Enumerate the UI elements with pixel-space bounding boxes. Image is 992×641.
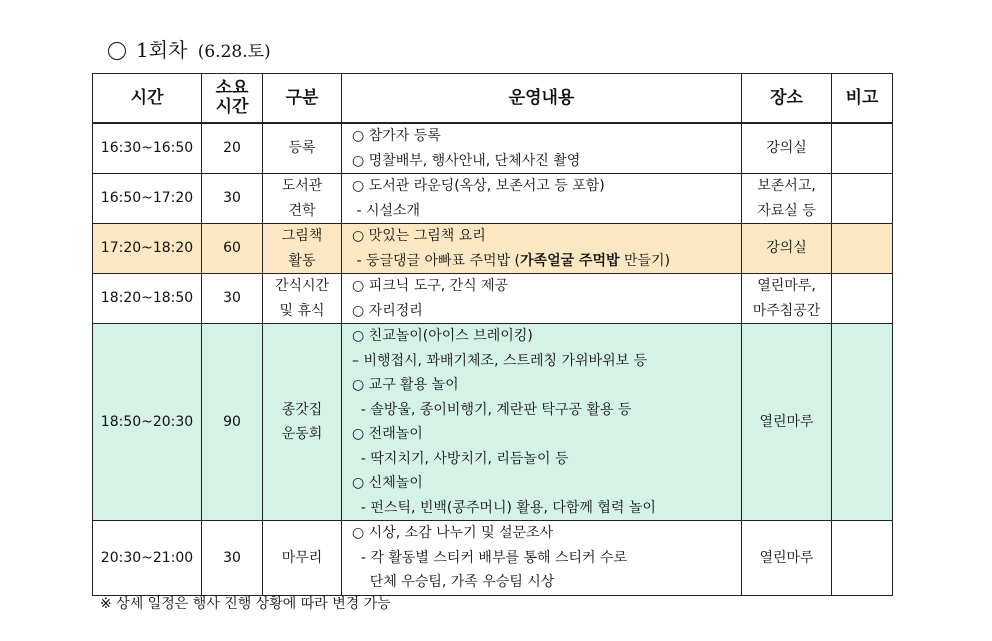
content-line: ○ 명찰배부, 행사안내, 단체사진 촬영 xyxy=(352,152,581,169)
cell-place xyxy=(742,274,832,324)
content-line: ○ 전래놀이 xyxy=(352,426,423,442)
place-line: 강의실 xyxy=(766,240,807,257)
cell-time: 17:20~18:20 xyxy=(93,224,202,274)
content-text: 만들기) xyxy=(619,252,671,269)
cell-content xyxy=(342,521,742,596)
cell-place xyxy=(742,123,832,174)
cell-place xyxy=(742,521,832,596)
content-line: ○ 교구 활용 놀이 xyxy=(352,377,459,393)
header-note: 비고 xyxy=(832,74,893,124)
cell-duration: 30 xyxy=(202,274,263,324)
footnote: ※ 상세 일정은 행사 진행 상황에 따라 변경 가능 xyxy=(100,596,391,612)
cell-duration: 90 xyxy=(202,324,263,521)
place-line: 강의실 xyxy=(766,140,807,157)
category-line: 및 휴식 xyxy=(279,302,325,319)
cell-place xyxy=(742,174,832,224)
content-text: - 둥글댕글 아빠표 주먹밥 ( xyxy=(352,252,521,269)
header-duration-line1: 소요 xyxy=(215,78,249,98)
category-line: 간식시간 xyxy=(274,278,330,294)
cell-category xyxy=(263,174,342,224)
cell-note xyxy=(832,274,893,324)
cell-category xyxy=(263,123,342,174)
section-heading xyxy=(108,34,271,63)
cell-content xyxy=(342,123,742,174)
content-line: ○ 도서관 라운딩(옥상, 보존서고 등 포함) xyxy=(352,178,605,194)
cell-time: 18:50~20:30 xyxy=(93,324,202,521)
heading-date: (6.28.토) xyxy=(197,42,271,62)
place-line: 보존서고, xyxy=(757,178,816,194)
heading-title: 1회차 xyxy=(136,38,188,62)
category-line: 도서관 xyxy=(281,178,323,194)
category-line: 활동 xyxy=(288,252,316,269)
header-duration xyxy=(202,74,263,124)
header-time: 시간 xyxy=(93,74,202,124)
category-line: 종갓집 xyxy=(281,401,323,418)
content-line: - 각 활동별 스티커 배부를 통해 스티커 수로 xyxy=(352,549,628,566)
content-line: 단체 우승팀, 가족 우승팀 시상 xyxy=(352,574,555,590)
cell-content xyxy=(342,224,742,274)
category-line: 그림책 xyxy=(281,228,323,244)
cell-content xyxy=(342,324,742,521)
category-line: 등록 xyxy=(288,140,316,157)
header-category: 구분 xyxy=(263,74,342,124)
content-line: - 펀스틱, 빈백(콩주머니) 활용, 다함께 협력 놀이 xyxy=(352,499,656,516)
table-row xyxy=(93,123,893,174)
cell-time: 16:50~17:20 xyxy=(93,174,202,224)
table-row xyxy=(93,174,893,224)
cell-duration: 30 xyxy=(202,174,263,224)
cell-place xyxy=(742,324,832,521)
cell-duration: 60 xyxy=(202,224,263,274)
header-content: 운영내용 xyxy=(342,74,742,124)
cell-content xyxy=(342,174,742,224)
table-header-row xyxy=(93,74,893,124)
place-line: 열린마루, xyxy=(757,278,816,294)
circle-bullet-icon xyxy=(108,42,126,60)
content-line: ○ 참가자 등록 xyxy=(352,128,441,144)
header-place: 장소 xyxy=(742,74,832,124)
content-line: ○ 신체놀이 xyxy=(352,475,423,491)
table-row xyxy=(93,224,893,274)
place-line: 마주침공간 xyxy=(752,302,821,319)
cell-content xyxy=(342,274,742,324)
cell-duration: 30 xyxy=(202,521,263,596)
category-line: 견학 xyxy=(288,202,316,219)
content-emphasis: 가족얼굴 주먹밥 xyxy=(520,252,620,269)
cell-duration: 20 xyxy=(202,123,263,174)
content-line: - 시설소개 xyxy=(352,202,421,219)
content-line: ○ 피크닉 도구, 간식 제공 xyxy=(352,278,509,294)
cell-category xyxy=(263,274,342,324)
content-line: ○ 자리정리 xyxy=(352,302,423,319)
cell-note xyxy=(832,174,893,224)
place-line: 열린마루 xyxy=(759,413,814,430)
content-line: - 솔방울, 종이비행기, 계란판 탁구공 활용 등 xyxy=(352,401,632,418)
content-line xyxy=(352,249,741,274)
cell-category xyxy=(263,324,342,521)
cell-note xyxy=(832,224,893,274)
table-row xyxy=(93,521,893,596)
place-line: 자료실 등 xyxy=(757,202,816,219)
content-line: – 비행접시, 꽈배기체조, 스트레칭 가위바위보 등 xyxy=(352,352,648,369)
cell-time: 16:30~16:50 xyxy=(93,123,202,174)
header-duration-line2: 시간 xyxy=(215,97,249,117)
content-line: ○ 친교놀이(아이스 브레이킹) xyxy=(352,328,533,344)
cell-time: 18:20~18:50 xyxy=(93,274,202,324)
cell-place xyxy=(742,224,832,274)
cell-category xyxy=(263,521,342,596)
schedule-table xyxy=(92,73,893,596)
cell-note xyxy=(832,521,893,596)
table-row xyxy=(93,274,893,324)
category-line: 운동회 xyxy=(281,426,323,442)
cell-category xyxy=(263,224,342,274)
content-line: ○ 맛있는 그림책 요리 xyxy=(352,228,486,244)
place-line: 열린마루 xyxy=(759,549,814,566)
cell-note xyxy=(832,324,893,521)
cell-note xyxy=(832,123,893,174)
cell-time: 20:30~21:00 xyxy=(93,521,202,596)
category-line: 마무리 xyxy=(281,549,323,566)
content-line: ○ 시상, 소감 나누기 및 설문조사 xyxy=(352,525,554,541)
content-line: - 딱지치기, 사방치기, 리듬놀이 등 xyxy=(352,450,569,467)
table-row xyxy=(93,324,893,521)
